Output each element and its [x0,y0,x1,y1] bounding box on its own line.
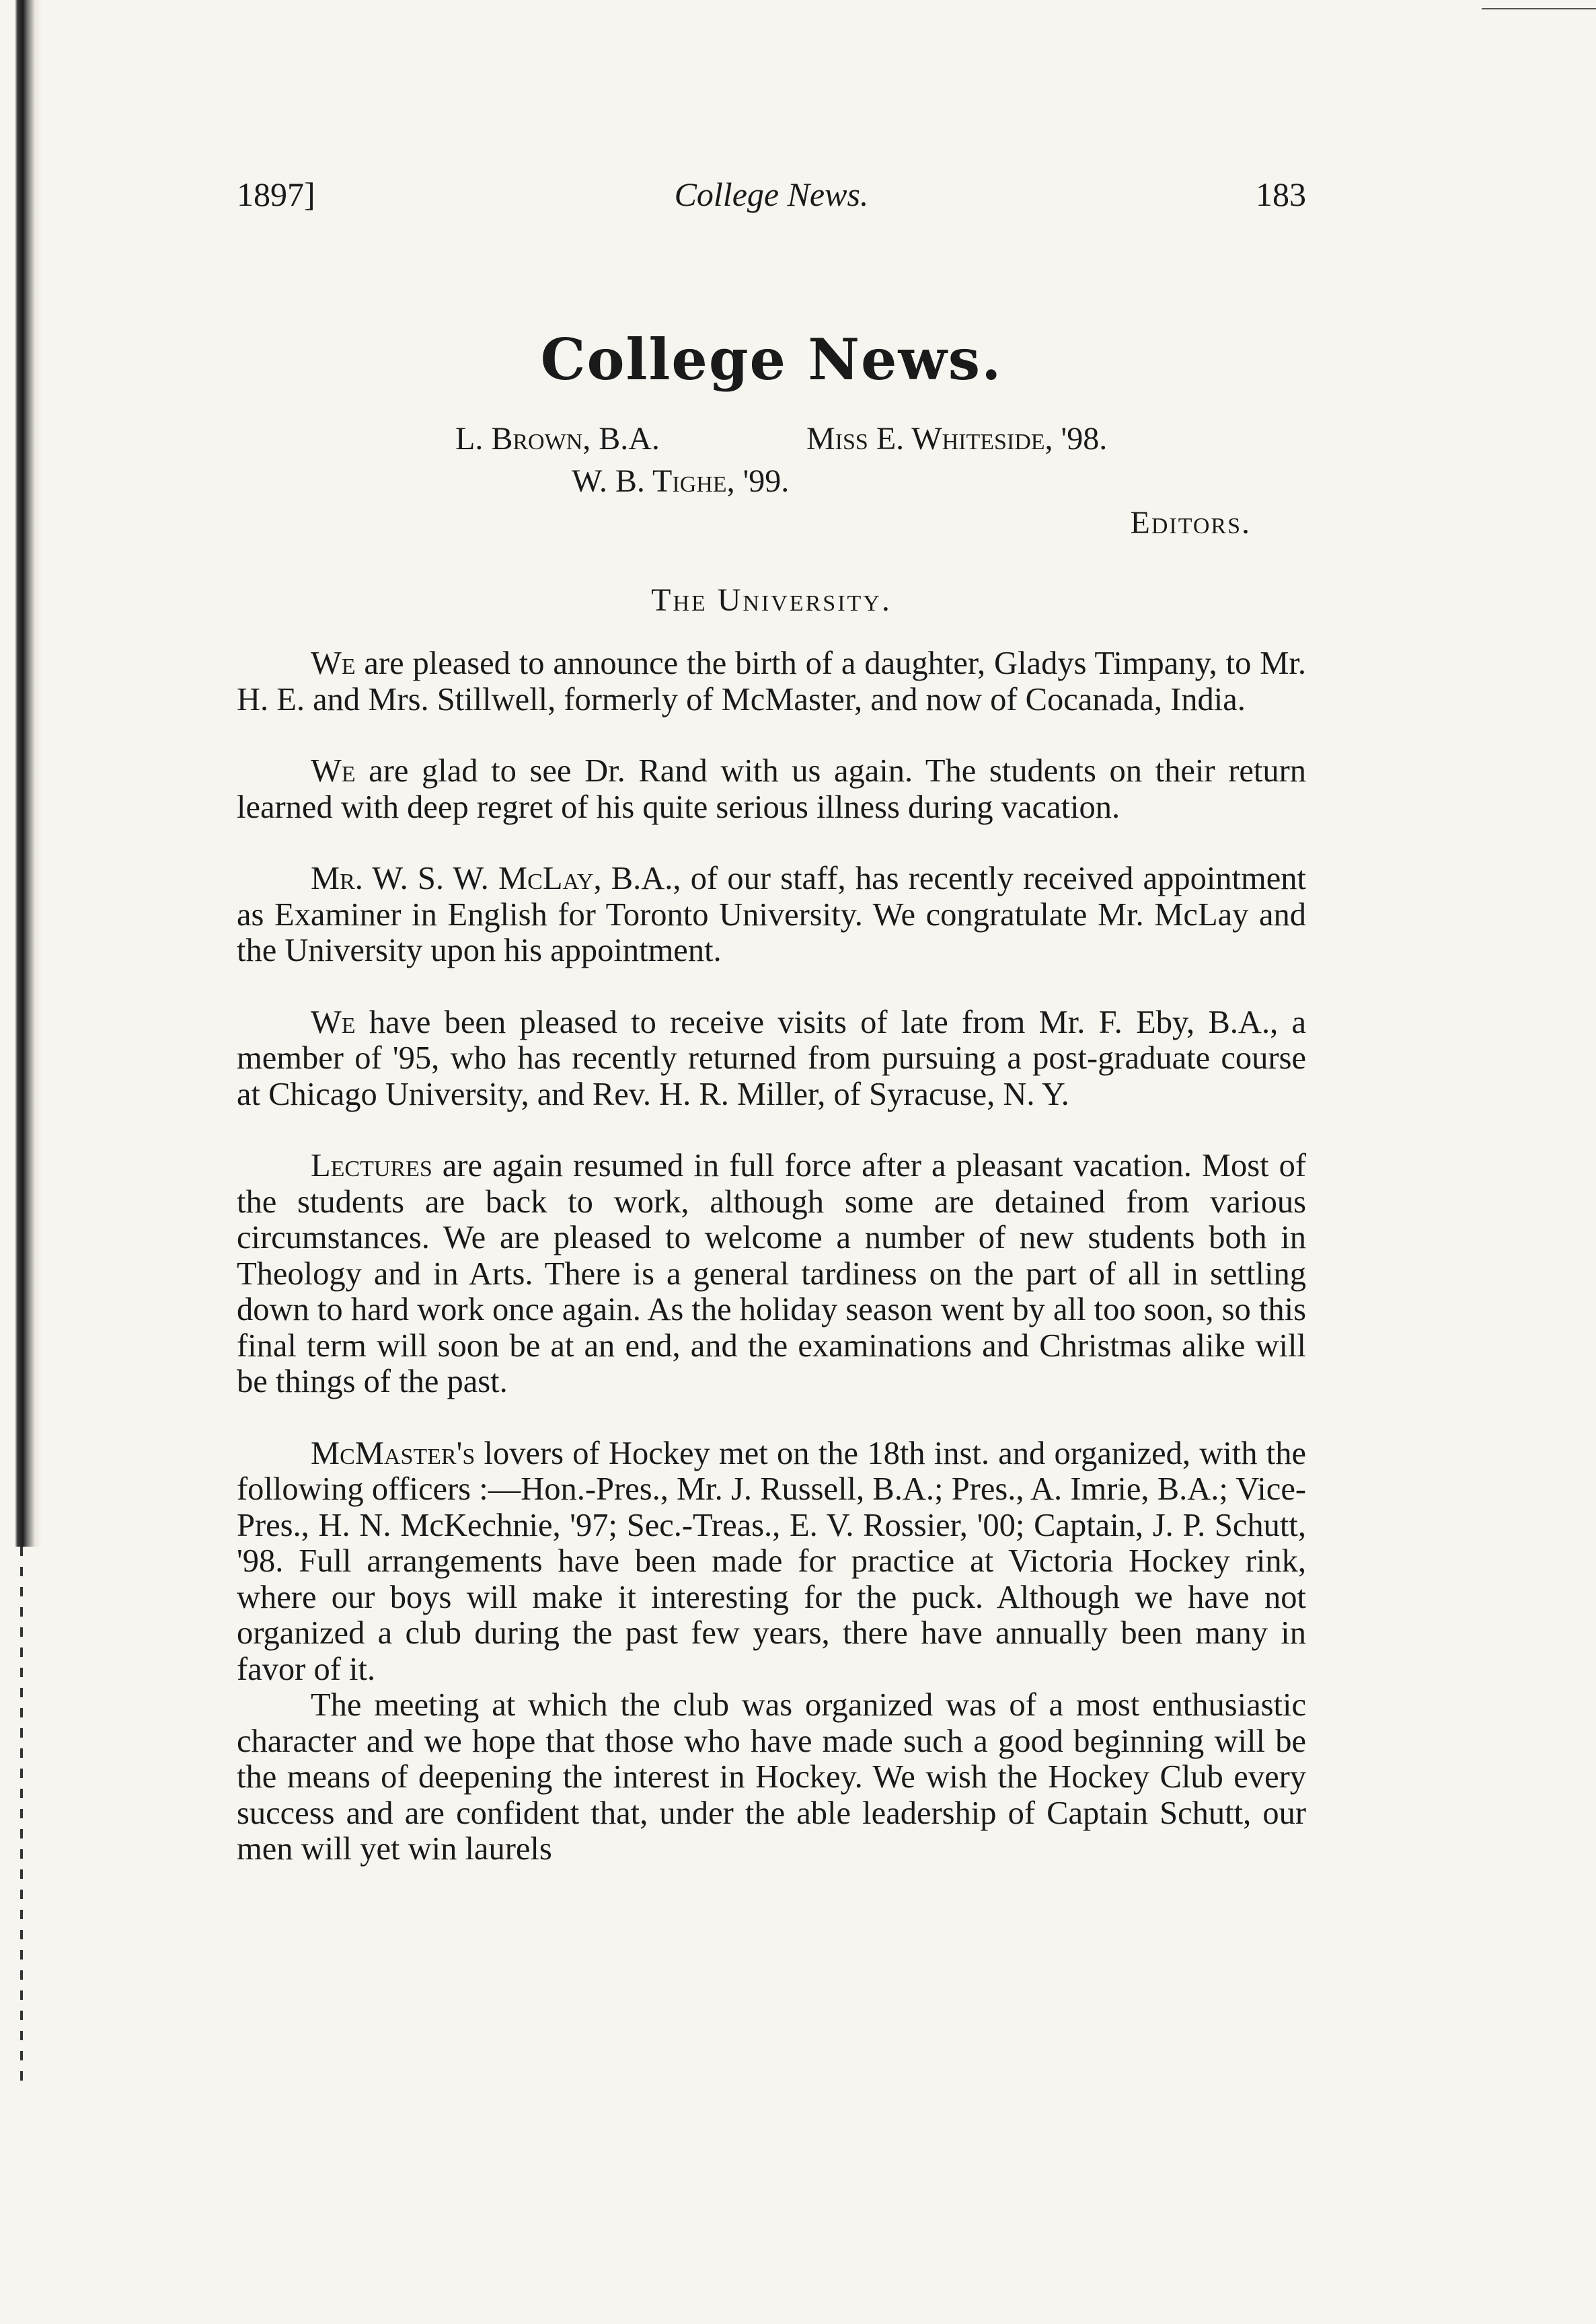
news-paragraph-6 [237,1436,1306,1688]
news-paragraph-3 [237,861,1306,969]
editor-name-1: L. Brown, B.A. [455,421,660,457]
running-head-title: College News. [674,176,869,213]
page-content [237,175,1306,1867]
editors-label: Editors. [1130,505,1251,541]
page-number: 183 [1256,176,1306,213]
article-body [237,646,1306,1867]
paragraph-text: are glad to see Dr. Rand with us again. The students on their return learned with deep regret of his quite serious illness during vacation. [237,753,1306,825]
running-head [237,175,1306,242]
paragraph-text: , B.A., of our staff, has recently received appointment as Examiner in English for Toronto University. We congratulate Mr. McLay and the University upon his appointment. [237,861,1306,968]
paragraph-text: are again resumed in full force after a pleasant vacation. Most of the students are back to work, although some are detained from various circumstances. We are pleased to welcome a number of new students both in Theology and in Arts. There is a general tardiness on the part of all in settling down to hard work once again. As the holiday season went by all too soon, so this final term will soon be at an end, and the examinations and Christmas alike will be things of the past. [237,1148,1306,1399]
editor-name-2: Miss E. Whiteside, '98. [806,421,1108,457]
news-paragraph-1 [237,646,1306,718]
news-paragraph-4 [237,1005,1306,1113]
paragraph-text: have been pleased to receive visits of late from Mr. F. Eby, B.A., a member of '95, who has recently returned from pursuing a post-graduate course at Chicago University, and Rev. H. R. Miller, of Syracuse, N. Y. [237,1004,1306,1112]
paragraph-text: lovers of Hockey met on the 18th inst. and organized, with the following officers :—Hon.-Pres., Mr. J. Russell, B.A.; Pres., A. Imrie, B.A.; Vice-Pres., H. N. McKechnie, '97; Sec.-Treas., E. V. Rossier, '00; Captain, J. P. Schutt, '98. Full arrangements have been made for practice at Victoria Hockey rink, where our boys will make it interesting for the puck. Although we have not organized a club during the past few years, there have annually been many in favor of it. [237,1435,1306,1687]
paragraph-lead: McMaster's [311,1435,476,1471]
corner-rule [1482,8,1596,9]
subsection-heading: The University. [651,582,892,618]
paragraph-lead: We [311,646,356,681]
news-paragraph-7 [237,1687,1306,1867]
paragraph-lead: We [311,753,356,789]
running-head-year: 1897] [237,176,315,213]
news-paragraph-2 [237,753,1306,825]
paragraph-lead: Mr. W. S. W. McLay [311,861,594,896]
paragraph-lead: We [311,1004,356,1040]
paragraph-text: are pleased to announce the birth of a daughter, Gladys Timpany, to Mr. H. E. and Mrs. Stillwell, formerly of McMaster, and now of Cocanada, India. [237,646,1306,718]
news-paragraph-5 [237,1148,1306,1400]
section-title: College News. [540,326,1003,393]
paragraph-lead: Lectures [311,1148,432,1184]
editor-name-3: W. B. Tighe, '99. [572,463,790,499]
paragraph-text: The meeting at which the club was organized was of a most enthusiastic character and we hope that those who have made such a good beginning will be the means of deepening the interest in Hockey. We wish the Hockey Club every success and are confident that, under the able leadership of Captain Schutt, our men will yet win laurels [237,1687,1306,1867]
binding-stitch-marks [20,1547,23,2085]
book-binding-edge [0,0,42,1547]
